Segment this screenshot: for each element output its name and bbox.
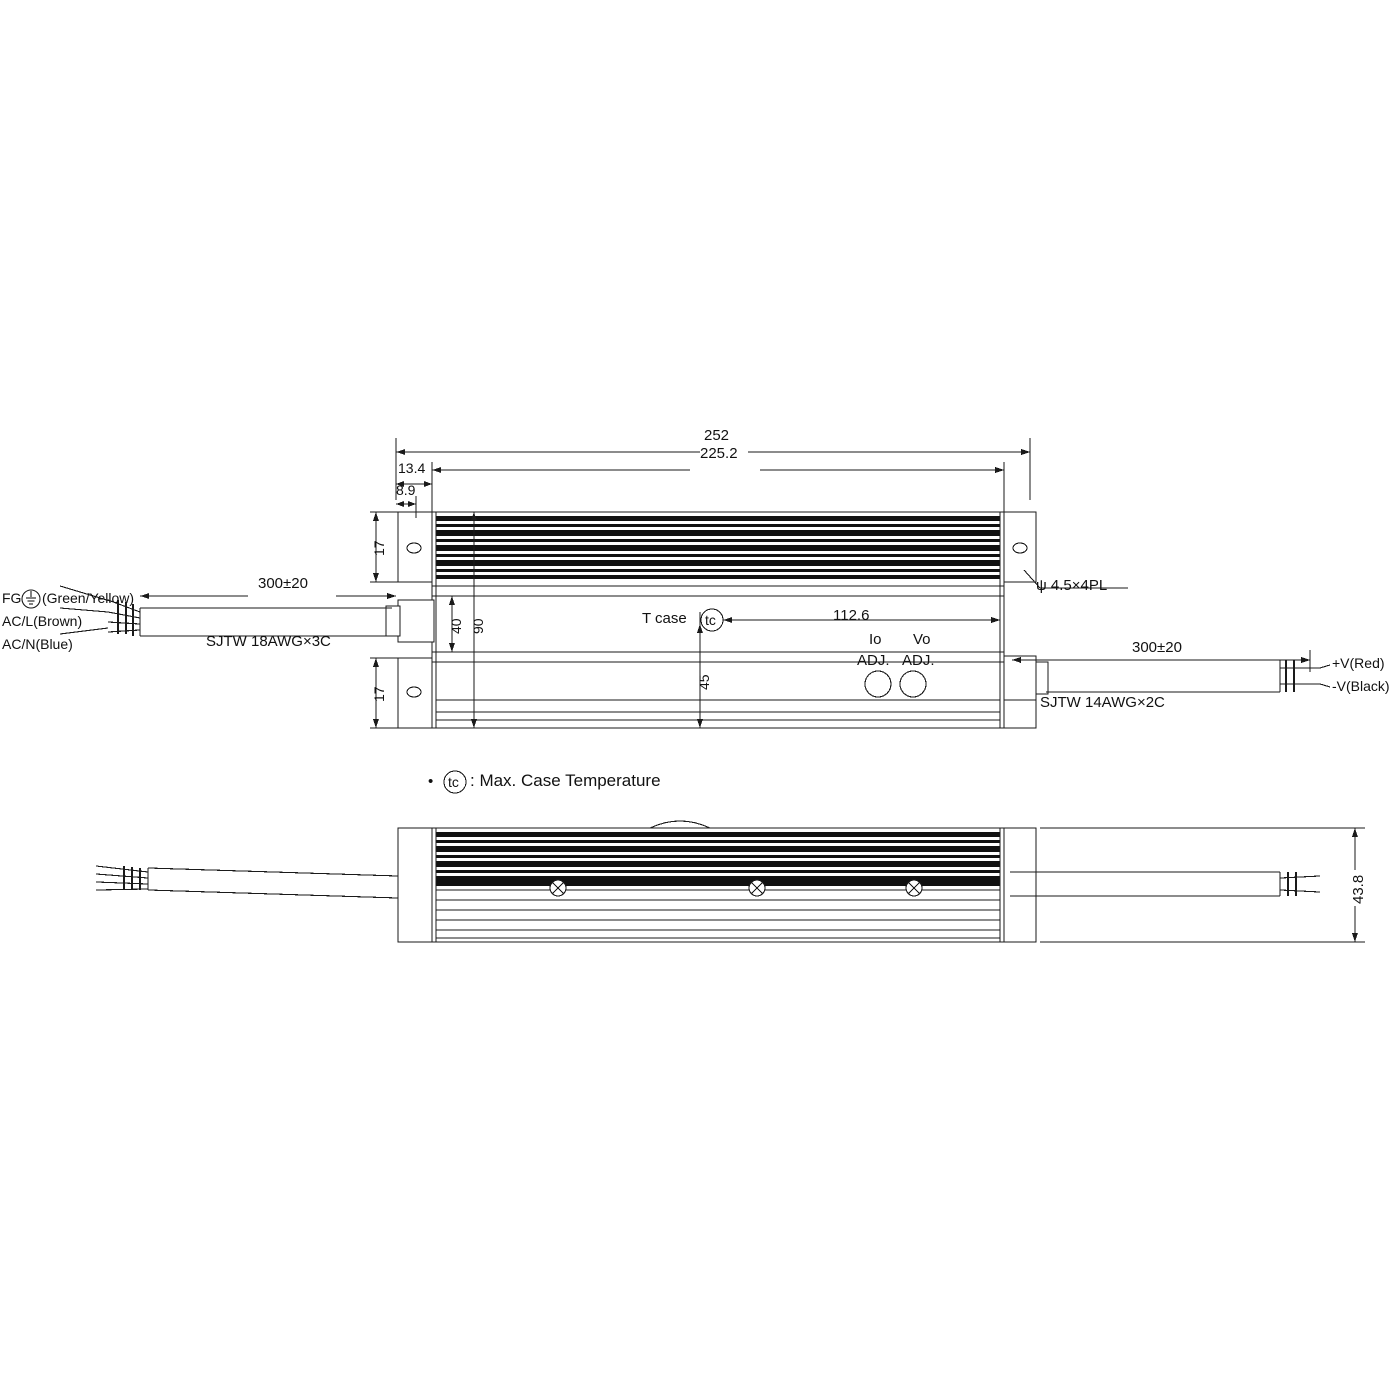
- vo-label: Vo: [913, 631, 931, 648]
- wire-label-fg-color: (Green/Yellow): [42, 590, 135, 606]
- dim-height-side: [1040, 828, 1365, 942]
- wire-label-negative: -V(Black): [1332, 678, 1390, 694]
- dim-label-overall-width: 90: [470, 618, 486, 634]
- dim-label-center-offset: 45: [696, 674, 712, 690]
- note-bullet: •: [428, 773, 434, 790]
- wire-label-fg: FG: [2, 590, 22, 606]
- wire-label-positive: +V(Red): [1332, 655, 1385, 671]
- input-cable-side: [96, 866, 398, 898]
- output-cable-spec: SJTW 14AWG×2C: [1040, 694, 1165, 711]
- earth-ground-icon: [20, 588, 42, 610]
- vo-adj-label: ADJ.: [902, 652, 935, 669]
- dim-label-input-cable-length: 300±20: [258, 575, 308, 592]
- dim-label-mount-offset-2: 8.9: [396, 482, 416, 498]
- wire-label-acn: AC/N(Blue): [2, 636, 73, 652]
- hole-spec-label: ψ 4.5×4PL: [1036, 577, 1108, 594]
- heatsink-fins-top: [436, 516, 1000, 579]
- dim-label-mount-offset-1: 13.4: [398, 460, 426, 476]
- input-cable-spec: SJTW 18AWG×3C: [206, 633, 331, 650]
- dim-label-output-cable-length: 300±20: [1132, 639, 1182, 656]
- dim-label-inner-width: 40: [448, 618, 464, 634]
- side-view: [96, 821, 1365, 942]
- dim-label-tcase-position: 112.6: [833, 607, 870, 624]
- tcase-text-label: T case: [642, 610, 687, 627]
- note-text: : Max. Case Temperature: [470, 771, 661, 790]
- dim-label-overall-length: 252: [704, 427, 730, 444]
- io-adj-label: ADJ.: [857, 652, 890, 669]
- input-gland: [386, 600, 434, 642]
- note-tc-label: tc: [448, 774, 459, 790]
- output-cable-top: [1046, 660, 1330, 692]
- dim-label-case-length: 225.2: [700, 445, 738, 462]
- dim-label-tab-height-bottom: 17: [371, 686, 387, 702]
- output-cable-side: [1010, 872, 1320, 896]
- tc-symbol-top: tc: [705, 612, 716, 628]
- dim-input-length: [140, 593, 396, 599]
- wire-label-acl: AC/L(Brown): [2, 613, 83, 629]
- dim-label-side-height: 43.8: [1350, 874, 1367, 904]
- dim-label-tab-height-top: 17: [371, 540, 387, 556]
- io-label: Io: [869, 631, 882, 648]
